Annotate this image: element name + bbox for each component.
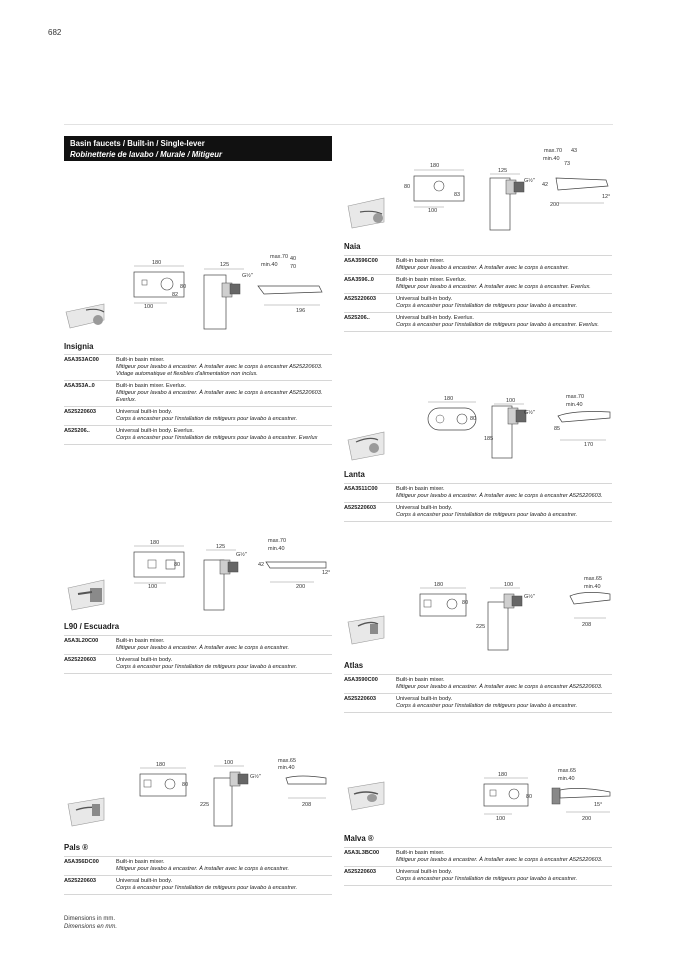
insignia-dim-max: max.70 — [270, 254, 289, 260]
l90-dim-w: 180 — [150, 540, 160, 546]
lanta-dim-max: max.70 — [566, 394, 585, 400]
top-divider — [64, 124, 613, 125]
table-row: A525220603 Universal built-in body. Corps à encastrer pour l'installation de mitigeurs pour lavabo à encastrer. — [344, 866, 612, 886]
table-row: A525206.. Universal built-in body. Everlux. Corps à encastrer pour l'installation de mitigeurs pour lavabo à encastrer. Everlux. — [344, 312, 612, 332]
insignia-table — [64, 354, 332, 445]
table-row: A5A356DC00 Built-in basin mixer. Mitigeur pour lavabo à encastrer. À installer avec le corps à encastrer. — [64, 856, 332, 875]
pals-dim-reach: 100 — [224, 760, 234, 766]
naia-dim-w: 180 — [430, 163, 440, 169]
naia-dim-d2: 83 — [454, 192, 461, 198]
insignia-dim-h: 80 — [180, 284, 187, 290]
pals-photo — [68, 798, 104, 826]
l90-dim-thread: G½" — [236, 552, 247, 558]
lanta-dim-thread: G½" — [524, 410, 535, 416]
pals-drawing — [64, 756, 334, 836]
insignia-dim-d1: 100 — [144, 304, 154, 310]
insignia-dim-b: 70 — [290, 264, 297, 270]
l90-dim-spout: 200 — [296, 584, 306, 590]
table-row: A5A3L3BC00 Built-in basin mixer. Mitigeur pour lavabo à encastrer. À installer avec le corps à encastrer A525220603. — [344, 847, 612, 866]
atlas-table — [344, 674, 612, 713]
table-row: A5A3596..0 Built-in basin mixer. Everlux. Mitigeur pour lavabo à encastrer. À installer avec le corps à encastrer. Everlux. — [344, 274, 612, 293]
naia-title: Naia — [344, 242, 361, 251]
lanta-dim-d2: 185 — [484, 436, 494, 442]
l90-dim-angle: 12° — [322, 570, 331, 576]
table-row: A525220603 Universal built-in body. Corps à encastrer pour l'installation de mitigeurs pour lavabo à encastrer. — [344, 293, 612, 312]
l90-dim-d1: 100 — [148, 584, 158, 590]
naia-dim-max: max.70 — [544, 148, 563, 154]
pals-dim-min: min.40 — [278, 765, 295, 771]
table-row: A525220603 Universal built-in body. Corps à encastrer pour l'installation de mitigeurs pour lavabo à encastrer. — [64, 654, 332, 674]
table-row: A5A3L20C00 Built-in basin mixer. Mitigeur pour lavabo à encastrer. À installer avec le corps à encastrer. — [64, 635, 332, 654]
pals-dim-h: 80 — [182, 782, 189, 788]
footer-note — [64, 915, 117, 931]
naia-drawing — [344, 148, 614, 233]
malva-photo — [348, 782, 384, 810]
lanta-dim-min: min.40 — [566, 402, 583, 408]
lanta-title: Lanta — [344, 470, 365, 479]
l90-title: L90 / Escuadra — [64, 622, 120, 631]
insignia-dim-a: 40 — [290, 256, 297, 262]
malva-table — [344, 847, 612, 886]
lanta-dim-c: 85 — [554, 426, 561, 432]
registered-mark-icon: ® — [367, 834, 374, 843]
footer-note-fr: Dimensions en mm. — [64, 924, 118, 930]
naia-dim-angle: 12° — [602, 194, 611, 200]
table-row: A525220603 Universal built-in body. Corps à encastrer pour l'installation de mitigeurs pour lavabo à encastrer. — [344, 502, 612, 522]
insignia-dim-spout: 196 — [296, 308, 306, 314]
pals-dim-w: 180 — [156, 762, 166, 768]
l90-dim-min: min.40 — [268, 546, 285, 552]
naia-table — [344, 255, 612, 332]
table-row: A525220603 Universal built-in body. Corps à encastrer pour l'installation de mitigeurs pour lavabo à encastrer. — [344, 693, 612, 713]
table-row: A525220603 Universal built-in body. Corps à encastrer pour l'installation de mitigeurs pour lavabo à encastrer. — [64, 406, 332, 425]
lanta-dim-spout: 170 — [584, 442, 594, 448]
table-row: A525220603 Universal built-in body. Corps à encastrer pour l'installation de mitigeurs pour lavabo à encastrer. — [64, 875, 332, 895]
malva-drawing — [344, 764, 614, 828]
malva-dim-d1: 100 — [496, 816, 506, 822]
malva-dim-spout: 200 — [582, 816, 592, 822]
l90-dim-reach: 125 — [216, 544, 226, 550]
atlas-dim-spout: 208 — [582, 622, 592, 628]
atlas-dim-d2: 225 — [476, 624, 486, 630]
table-row: A5A353AC00 Built-in basin mixer. Mitigeur pour lavabo à encastrer. À installer avec le corps à encastrer A525220603. Vidage automatique et flexibles d'alimentation non inclus. — [64, 354, 332, 380]
atlas-dim-w: 180 — [434, 582, 444, 588]
l90-photo — [68, 580, 104, 610]
naia-dim-reach: 125 — [498, 168, 508, 174]
malva-dim-max: max.65 — [558, 768, 577, 774]
naia-dim-c: 42 — [542, 182, 549, 188]
l90-dim-c: 42 — [258, 562, 265, 568]
lanta-dim-d1: 100 — [506, 398, 516, 404]
pals-dim-thread: G½" — [250, 774, 261, 780]
naia-dim-d1: 100 — [428, 208, 438, 214]
atlas-drawing — [344, 574, 614, 656]
insignia-dim-reach: 125 — [220, 262, 230, 268]
malva-dim-min: min.40 — [558, 776, 575, 782]
atlas-dim-min: min.40 — [584, 584, 601, 590]
pals-dim-d2: 225 — [200, 802, 210, 808]
lanta-drawing — [344, 392, 614, 464]
footer-note-en: Dimensions in mm. — [64, 916, 116, 922]
atlas-photo — [348, 616, 384, 644]
table-row: A525206.. Universal built-in body. Everlux. Corps à encastrer pour l'installation de mitigeurs pour lavabo à encastrer. Everlux — [64, 425, 332, 445]
lanta-dim-w: 180 — [444, 396, 454, 402]
registered-mark-icon: ® — [82, 843, 88, 852]
insignia-dim-min: min.40 — [261, 262, 278, 268]
section-title-en: Basin faucets / Built-in / Single-lever — [70, 139, 205, 148]
naia-dim-min: min.40 — [543, 156, 560, 162]
malva-title: Malva ® — [344, 834, 374, 843]
table-row: A5A3511C00 Built-in basin mixer. Mitigeur pour lavabo à encastrer. À installer avec le corps à encastrer A525220603. — [344, 483, 612, 502]
section-header — [64, 136, 332, 161]
insignia-dim-d2: 82 — [172, 292, 179, 298]
section-title-fr: Robinetterie de lavabo / Murale / Mitigeur — [70, 150, 223, 159]
naia-dim-h: 80 — [404, 184, 411, 190]
malva-dim-w: 180 — [498, 772, 508, 778]
naia-photo — [348, 198, 384, 228]
atlas-title: Atlas — [344, 661, 364, 670]
lanta-photo — [348, 432, 384, 460]
l90-dim-max: max.70 — [268, 538, 287, 544]
table-row: A5A3590C00 Built-in basin mixer. Mitigeur pour lavabo à encastrer. À installer avec le corps à encastrer A525220603. — [344, 674, 612, 693]
naia-dim-a: 43 — [571, 148, 578, 154]
pals-dim-max: max.65 — [278, 758, 297, 764]
page-number: 682 — [48, 28, 62, 37]
l90-drawing — [64, 536, 334, 616]
l90-dim-h: 80 — [174, 562, 181, 568]
malva-dim-h: 80 — [526, 794, 533, 800]
naia-dim-spout: 200 — [550, 202, 560, 208]
pals-title: Pals ® — [64, 843, 88, 852]
lanta-table — [344, 483, 612, 522]
table-row: A5A353A..0 Built-in basin mixer. Everlux. Mitigeur pour lavabo à encastrer. À installer avec le corps à encastrer A525220603. Everlux. — [64, 380, 332, 406]
atlas-dim-reach: 100 — [504, 582, 514, 588]
naia-dim-b: 73 — [564, 161, 571, 167]
naia-dim-thread: G½" — [524, 178, 535, 184]
l90-table — [64, 635, 332, 674]
insignia-title: Insignia — [64, 342, 94, 351]
insignia-drawing — [64, 250, 334, 335]
pals-dim-spout: 208 — [302, 802, 312, 808]
atlas-dim-max: max.65 — [584, 576, 603, 582]
insignia-dim-thread: G½" — [242, 273, 253, 279]
insignia-photo — [66, 304, 104, 328]
lanta-dim-h: 80 — [470, 416, 477, 422]
atlas-dim-h: 80 — [462, 600, 469, 606]
table-row: A5A3596C00 Built-in basin mixer. Mitigeur pour lavabo à encastrer. À installer avec le corps à encastrer. — [344, 255, 612, 274]
pals-table — [64, 856, 332, 895]
atlas-dim-thread: G½" — [524, 594, 535, 600]
insignia-dim-w: 180 — [152, 260, 162, 266]
malva-dim-angle: 15° — [594, 802, 603, 808]
